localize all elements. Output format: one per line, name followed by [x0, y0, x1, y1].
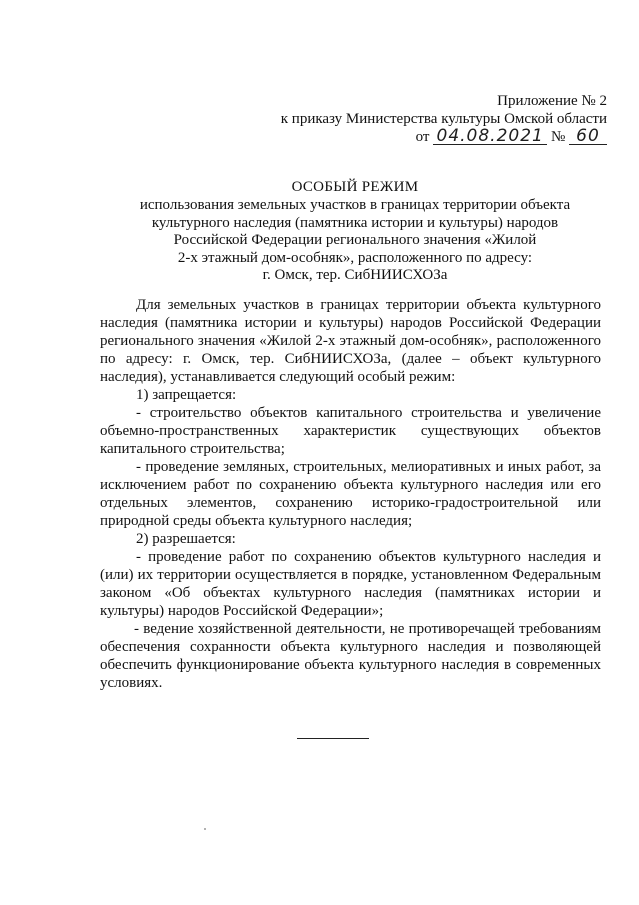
handwritten-number: 60 — [569, 128, 607, 145]
scan-speck — [204, 828, 206, 830]
document-body — [100, 296, 601, 692]
allowed-heading: 2) разрешается: — [136, 531, 236, 547]
prohibited-item: - проведение земляных, строительных, мелиоративных и иных работ, за исключением работ по сохранению объекта культурного наследия или его отдельных элементов, сохранению историко-градостроительной или природной среды объекта культурного наследия; — [100, 459, 601, 529]
document-title: ОСОБЫЙ РЕЖИМ — [291, 179, 419, 195]
appendix-label: Приложение № 2 — [497, 93, 607, 109]
prohibited-heading: 1) запрещается: — [136, 387, 237, 403]
end-rule — [297, 738, 369, 739]
intro-paragraph: Для земельных участков в границах территории объекта культурного наследия (памятника истории и культуры) народов Российской Федерации регионального значения «Жилой 2-х этажный дом-особняк», расположенного по адресу: г. Омск, тер. СибНИИСХОЗа, (далее – объект культурного наследия), устанавливается следующий особый режим: — [100, 297, 601, 385]
subtitle-line: культурного наследия (памятника истории и культуры) народов — [151, 214, 559, 231]
subtitle-line: использования земельных участков в границах территории объекта — [139, 197, 571, 213]
handwritten-date: 04.08.2021 — [433, 128, 547, 145]
document-subtitle — [100, 197, 610, 285]
allowed-item: - ведение хозяйственной деятельности, не противоречащей требованиям обеспечения сохранности объекта культурного наследия и позволяющей обеспечить функционирование объекта культурного наследия в современных условиях. — [100, 621, 601, 691]
subtitle-line: 2-х этажный дом-особняк», расположенного по адресу: — [177, 249, 533, 266]
title-block — [100, 178, 610, 285]
allowed-item: - проведение работ по сохранению объектов культурного наследия и (или) их территории осуществляется в порядке, установленном Федеральным законом «Об объектах культурного наследия (памятниках истории и культуры) народов Российской Федерации»; — [100, 549, 601, 619]
number-label: № — [550, 129, 566, 145]
from-label: от — [415, 129, 430, 145]
subtitle-line: г. Омск, тер. СибНИИСХОЗа — [262, 267, 448, 284]
order-date-line — [416, 128, 607, 146]
order-reference: к приказу Министерства культуры Омской области — [280, 111, 607, 127]
subtitle-line: Российской Федерации регионального значения «Жилой — [173, 232, 537, 249]
prohibited-item: - строительство объектов капитального строительства и увеличение объемно-пространственных характеристик существующих объектов капитального строительства; — [100, 405, 601, 457]
